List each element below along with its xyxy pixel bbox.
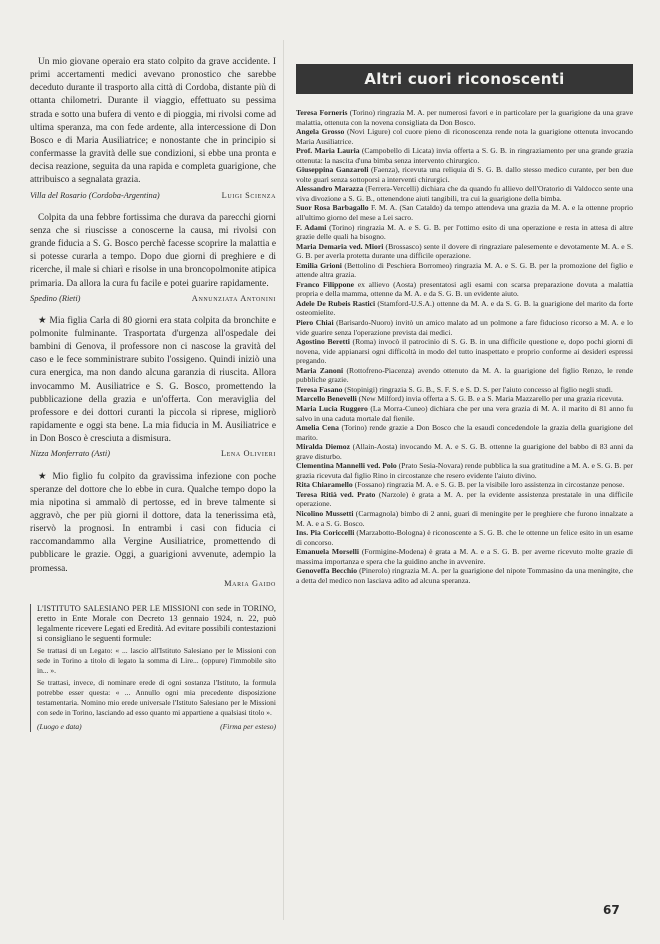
thanks-text: (Novi Ligure) col cuore pieno di riconoscenza rende nota la guarigione ottenuta invocando Maria Ausiliatrice. <box>296 127 633 146</box>
thanks-entry <box>296 165 633 184</box>
left-column <box>30 56 276 732</box>
thanks-entry <box>296 318 633 337</box>
thanks-text: (Allain-Aosta) invocando M. A. e S. G. B. ottenne la guarigione del babbo di 83 anni da grave disturbo. <box>296 442 634 461</box>
story-signature <box>30 577 276 590</box>
thanks-entry <box>296 509 633 528</box>
legacy-signature: (Firma per esteso) <box>220 721 276 731</box>
story-text: Colpita da una febbre fortissima che durava da parecchi giorni senza che si riuscisse a conoscerne la causa, mi rivolsi con grande fiducia a S. G. Bosco perchè facesse scoprire la malattia e si potesse curarla a tempo. Dopo due giorni di preghiere e di ricerche, il male si chiarì e risolse in una broncopolmonite atipica primaria. Da allora la cura fu facile e potei guarire rapidamente. <box>30 212 276 289</box>
story-signature <box>30 447 276 460</box>
story-place: Spedino (Rieti) <box>30 293 81 303</box>
thanks-text: (Torino) rende grazie a Don Bosco che la esaudì concedendole la grazia della guarigione del marito. <box>296 423 633 442</box>
thanks-entry <box>296 108 633 127</box>
story-signature <box>30 189 276 202</box>
thanks-text: (New Milford) invia offerta a S. G. B. e a S. Maria Mazzarello per una grazia ricevuta. <box>356 394 624 404</box>
thanks-name: Rita Chiaramello <box>296 480 353 490</box>
thanks-name: Angela Grosso <box>296 127 345 137</box>
thanks-name: Prof. Maria Lauria <box>296 146 360 156</box>
story-text: ★ Mia figlia Carla di 80 giorni era stata colpita da bronchite e polmonite fulminante. Trasportata d'urgenza all'ospedale dei bambini di Genova, il professore non ci nascose la gravità del caso e le fece somministrare subito l'ossigeno. Quindi iniziò una cura energica, ma non dando alcuna garanzia di riuscita. Allora invocammo M. Ausiliatrice e S. G. Bosco, promettendo la pubblicazione della grazia e un'offerta. Con meraviglia del professore e dei dottori curanti la piccola si riprese, migliorò rapidamente e oggi sta bene. La mia fiducia in M. Ausiliatrice e in Don Bosco è cresciuta a dismisura. <box>30 315 276 445</box>
story-place: Villa del Rosario (Cordoba-Argentina) <box>30 190 160 200</box>
legacy-place-date: (Luogo e data) <box>37 721 82 731</box>
thanks-entry <box>296 366 633 385</box>
thanks-name: Clementina Mannelli ved. Polo <box>296 461 397 471</box>
story-2 <box>30 212 276 305</box>
thanks-name: Ins. Pia Coriccelli <box>296 528 355 538</box>
thanks-name: Maria Lucia Ruggero <box>296 403 368 413</box>
thanks-name: Giuseppina Ganzaroli <box>296 165 369 175</box>
thanks-name: Teresa Fasano <box>296 384 343 394</box>
thanks-entry <box>296 480 633 490</box>
thanks-name: Teresa Forneris <box>296 108 348 117</box>
thanks-text: (Fossano) ringrazia M. A. e S. G. B. per la visibile loro assistenza in circostanze penose. <box>352 480 625 490</box>
thanks-entry <box>296 423 633 442</box>
thanks-entry <box>296 146 633 165</box>
thanks-text: (Formigine-Modena) è grata a M. A. e a S. G. B. per averne ricevuto molte grazie di massima importanza e spera che la guidino anche in avvenire. <box>296 547 633 566</box>
story-place: Nizza Monferrato (Asti) <box>30 449 111 459</box>
story-signature <box>30 292 276 305</box>
thanks-list <box>296 108 633 585</box>
thanks-entry <box>296 566 633 585</box>
story-name: Annunziata Antonini <box>191 293 276 303</box>
story-4 <box>30 471 276 590</box>
thanks-name: Amelia Cena <box>296 423 339 433</box>
thanks-entry <box>296 337 633 366</box>
thanks-text: (Brossasco) sente il dovere di ringraziare palesemente e devotamente M. A. e S. G. B. per averla protetta durante una difficile operazione. <box>296 241 633 261</box>
thanks-text: (Stopinigi) ringrazia S. G. B., S. F. S. e S. D. S. per l'aiuto concesso al figlio negli studi. <box>342 384 613 394</box>
thanks-text: (Ferrera-Vercelli) dichiara che da quando fu allievo dell'Oratorio di Valdocco sente una viva divozione a S. G. B., ottenendone aiuti tangibili, tra cui la guarigione della bimba. <box>296 184 633 203</box>
thanks-text: (Prato Sesia-Novara) rende pubblica la sua gratitudine a M. A. e S. G. B. per grazia ricevuta dal figlio Rino in circostanze che resero evidente l'aiuto divino. <box>296 461 633 480</box>
thanks-name: Franco Filippone <box>296 279 355 289</box>
thanks-entry <box>296 242 633 261</box>
thanks-text: ex allievo (Aosta) presentatosi agli esami con scarsa preparazione dovuta a malattia propria e della mamma, ottenne da M. A. e da S. G. B. un evidente aiuto. <box>296 279 633 299</box>
page-crease <box>283 40 284 920</box>
thanks-entry <box>296 394 633 404</box>
thanks-entry <box>296 442 633 461</box>
story-name: Lena Olivieri <box>220 449 276 459</box>
thanks-name: Emanuela Morselli <box>296 547 360 557</box>
thanks-text: (La Morra-Cuneo) dichiara che per una vera grazia di M. A. il marito di 81 anno fu salvo in una caduta mortale dal fienile. <box>296 403 633 423</box>
thanks-text: (Stamford-U.S.A.) ottenne da M. A. e da S. G. B. la guarigione del marito da forte osteomielite. <box>296 298 633 318</box>
thanks-entry <box>296 203 633 222</box>
thanks-entry <box>296 385 633 395</box>
thanks-text: (Barisardo-Nuoro) invitò un amico malato ad un polmone a fare fiducioso ricorso a M. A. e lo vide guarire senza l'operazione prevista dai medici. <box>296 318 633 337</box>
thanks-name: Genoveffa Becchio <box>296 566 358 576</box>
thanks-name: Maria Demaria ved. Miori <box>296 241 384 251</box>
thanks-text: (Campobello di Licata) invia offerta a S. G. B. in ringraziamento per una grande grazia ottenuta: la nascita d'una bimba senza intervento chirurgico. <box>296 146 634 165</box>
thanks-text: (Torino) ringrazia M. A. e S. G. B. per l'ottimo esito di una operazione e resta in attesa di altre grazie delle quali ha bisogno. <box>296 222 633 242</box>
thanks-name: Suor Rosa Barbagallo <box>296 203 369 213</box>
thanks-text: (Bettolino di Peschiera Borromeo) ringrazia M. A. e S. G. B. per la promozione del figlio e attende altra grazia. <box>296 260 633 280</box>
story-3 <box>30 315 276 461</box>
story-name: Maria Gaido <box>224 578 276 588</box>
section-banner: Altri cuori riconoscenti <box>296 64 633 94</box>
thanks-text: (Carmagnola) bimbo di 2 anni, guari di meningite per le preghiere che furono innalzate a M. A. e a S. G. Bosco. <box>296 508 633 528</box>
thanks-text: (Pinerolo) ringrazia M. A. per la guarigione del nipote Tommasino da una meningite, che a detta del medico non lasciava adito ad alcuna speranza. <box>296 566 633 585</box>
thanks-name: F. Adami <box>296 222 327 232</box>
story-name: Luigi Scienza <box>221 190 276 200</box>
thanks-entry <box>296 461 633 480</box>
thanks-text: (Narzole) è grata a M. A. per la evidente assistenza prestatale in una difficile operazione. <box>296 489 633 509</box>
legacy-heading: L'ISTITUTO SALESIANO PER LE MISSIONI con sede in TORINO, eretto in Ente Morale con Decreto 13 gennaio 1924, n. 22, può legalmente ricevere Legati ed Eredità. Ad evitare possibili contestazioni si consigliano le seguenti formule: <box>37 603 276 643</box>
thanks-name: Miralda Diemoz <box>296 442 350 452</box>
thanks-entry <box>296 528 633 547</box>
thanks-name: Nicolino Mussetti <box>296 508 354 518</box>
legacy-footer <box>37 722 276 732</box>
thanks-name: Marcello Benevelli <box>296 394 357 404</box>
thanks-entry <box>296 223 633 242</box>
legacy-formula-1: Se trattasi di un Legato: « ... lascio all'Istituto Salesiano per le Missioni con sede in Torino a titolo di legato la somma di Lire... (oppure) l'immobile sito in... ». <box>37 645 276 675</box>
thanks-name: Teresa Ritià ved. Prato <box>296 489 376 499</box>
thanks-name: Alessandro Marazza <box>296 184 364 194</box>
thanks-text: (Faenza), ricevuta una reliquia di S. G. B. dallo stesso medico curante, per ben due volte guarì senza sottoporsi a interventi chirurgici. <box>296 165 634 184</box>
thanks-text: (Torino) ringrazia M. A. per numerosi favori e in particolare per la guarigione da una grave malattia, ottenuta con la novena consigliata da Don Bosco. <box>296 108 634 127</box>
legacy-notice <box>30 604 276 732</box>
thanks-text: (Marzabotto-Bologna) è riconoscente a S. G. B. che le ottenne un felice esito in un esame di concorso. <box>296 528 634 547</box>
thanks-name: Adele De Rubeis Rastici <box>296 298 376 308</box>
legacy-formula-2: Se trattasi, invece, di nominare erede di ogni sostanza l'Istituto, la formula potrebbe esser questa: « ... Annullo ogni mia precedente disposizione testamentaria. Nomino mio erede universale l'Istituto Salesiano per le Missioni con sede in Torino, lasciando ad esso quanto mi appartiene a qualsiasi titolo ». <box>37 677 276 717</box>
thanks-entry <box>296 261 633 280</box>
thanks-name: Emilia Grioni <box>296 260 342 270</box>
thanks-text: F. M. A. (San Cataldo) da tempo attendeva una grazia da M. A. e la ottenne proprio all'ultimo giorno del mese a Lei sacro. <box>296 203 633 223</box>
story-text: Un mio giovane operaio era stato colpito da grave accidente. I primi accertamenti medici avevano pronostico che sarebbe deceduto durante il trasporto alla città di Cordoba, distante più di ottanta chilometri. Durante il viaggio, effettuato su pessima strada e sotto una bufera di vento e di pioggia, mi rivolsi come ad ultima speranza, ma con fede ardente, alla intercessione di Don Bosco e di Maria Ausiliatrice; e nonostante che in principio si confermasse la gravità delle sue condizioni, si ebbe una pronta e decisa reazione, seguita da una rapida e completa guarigione, che attribuisco a segnalata grazia. <box>30 57 276 186</box>
page-number: 67 <box>603 903 620 917</box>
story-1 <box>30 56 276 202</box>
thanks-text: (Roma) invocò il patrocinio di S. G. B. in una difficile questione e, dopo pochi giorni di novena, vide appianarsi ogni difficoltà in modo del tutto inaspettato e proprio conforme ai desideri espressi pregando. <box>296 337 634 366</box>
thanks-text: (Rottofreno-Piacenza) avendo ottenuto da M. A. la guarigione del figlio Renzo, le rende pubbliche grazie. <box>296 365 633 385</box>
thanks-name: Maria Zanoni <box>296 365 344 375</box>
thanks-entry <box>296 184 633 203</box>
thanks-name: Piero Chiai <box>296 318 334 328</box>
right-column <box>296 64 633 585</box>
thanks-entry <box>296 490 633 509</box>
thanks-name: Agostino Beretti <box>296 337 350 347</box>
thanks-entry <box>296 299 633 318</box>
thanks-entry <box>296 127 633 146</box>
story-text: ★ Mio figlio fu colpito da gravissima infezione con poche speranze del dottore che lo ebbe in cura. Qualche tempo dopo la mia nipotina si ammalò di pertosse, ed in breve talmente si aggravò, che per più giorni il dottore, data la tenerissima età, riservò la prognosi. In entrambi i casi con fiducia ci raccomandammo alla Vergine Ausiliatrice, promettendo di pubblicare le grazie. Oggi, a guarigioni avvenute, adempio la promessa. <box>30 471 276 574</box>
thanks-entry <box>296 280 633 299</box>
thanks-entry <box>296 404 633 423</box>
thanks-entry <box>296 547 633 566</box>
